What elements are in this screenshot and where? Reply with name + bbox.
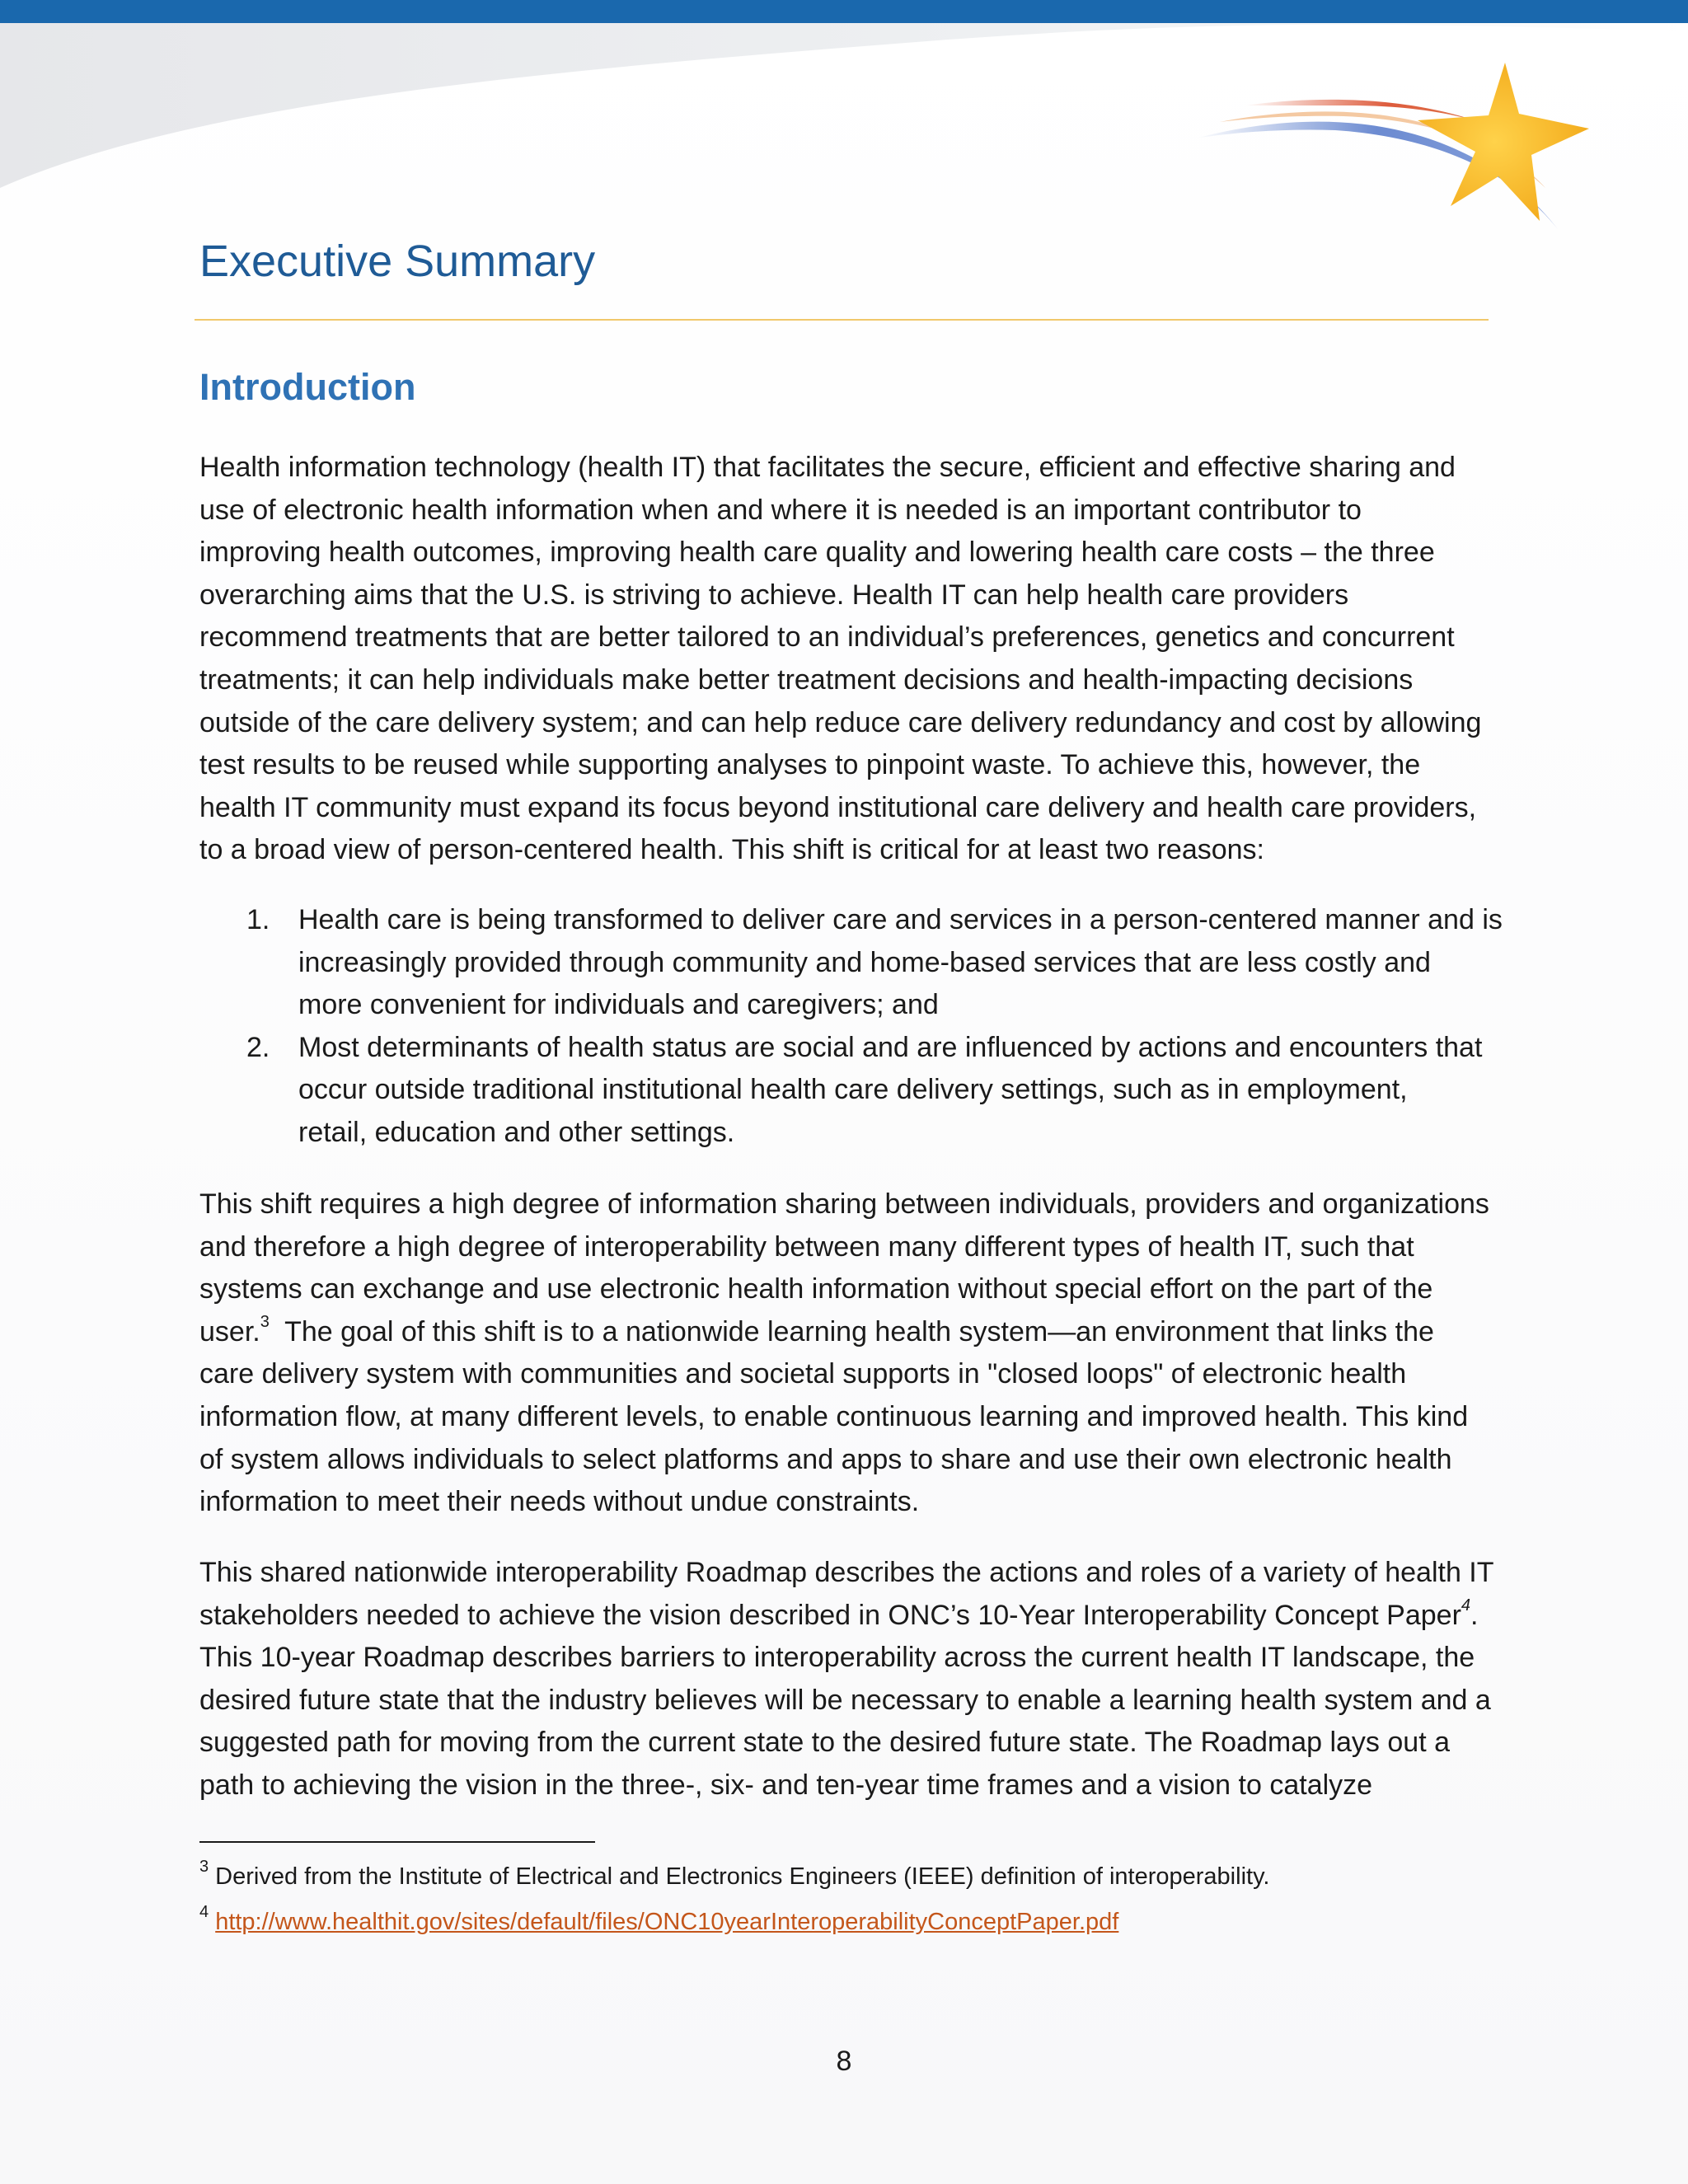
footnote-reference[interactable]: 3 <box>260 1313 270 1332</box>
text-segment: user. <box>199 1315 260 1347</box>
footnote-text: Derived from the Institute of Electrical and Electronics Engineers (IEEE) definition of interoperability. <box>209 1863 1270 1890</box>
footnote-text <box>209 1909 215 1935</box>
text-segment: . <box>1470 1599 1479 1631</box>
text-line: systems can exchange and use electronic health information without special effort on the part of the <box>199 1273 1433 1305</box>
list-item <box>199 899 1503 1027</box>
text-line: outside of the care delivery system; and can help reduce care delivery redundancy and cost by allowing <box>199 706 1482 738</box>
swoosh-shape <box>0 23 1688 188</box>
roadmap-paragraph <box>199 1552 1502 1807</box>
text-line: recommend treatments that are better tailored to an individual’s preferences, genetics and concurrent <box>199 621 1455 654</box>
footnote-reference[interactable]: 4 <box>1461 1596 1471 1615</box>
text-line: information flow, at many different levels, to enable continuous learning and improved health. This kind <box>199 1400 1469 1432</box>
footnote-item <box>199 1900 1269 1945</box>
text-line <box>199 1595 1502 1638</box>
footnotes <box>199 1854 1269 1945</box>
concept-paper-link[interactable]: http://www.healthit.gov/sites/default/files/ONC10yearInteroperabilityConceptPaper.pdf <box>215 1909 1119 1935</box>
reasons-list <box>199 899 1503 1155</box>
page-title: Executive Summary <box>199 237 596 286</box>
footnote-mark: 3 <box>199 1858 209 1877</box>
header-bar <box>0 0 1688 23</box>
list-item <box>199 1027 1503 1155</box>
text-line: Health information technology (health IT) that facilitates the secure, efficient and effective sharing and <box>199 452 1456 483</box>
text-line: Health care is being transformed to deliver care and services in a person-centered manner and is <box>298 904 1503 935</box>
footnote-item <box>199 1854 1269 1900</box>
text-line: health IT community must expand its focus beyond institutional care delivery and health care providers, <box>199 791 1477 823</box>
intro-paragraph <box>199 447 1502 872</box>
text-line: care delivery system with communities and societal supports in "closed loops" of electronic health <box>199 1358 1407 1390</box>
text-segment: The goal of this shift is to a nationwide learning health system—an environment that links the <box>269 1315 1434 1347</box>
text-line: improving health outcomes, improving health care quality and lowering health care costs – the three <box>199 537 1435 569</box>
text-line: This 10-year Roadmap describes barriers to interoperability across the current health IT landscape, the <box>199 1642 1475 1674</box>
text-line: increasingly provided through community and home-based services that are less costly and <box>298 946 1431 978</box>
text-line: path to achieving the vision in the three-, six- and ten-year time frames and a vision to catalyze <box>199 1769 1373 1801</box>
shift-paragraph <box>199 1183 1502 1524</box>
title-divider <box>195 319 1489 321</box>
text-line <box>199 1311 1502 1354</box>
text-line: of system allows individuals to select platforms and apps to share and use their own electronic health <box>199 1443 1452 1475</box>
text-line: occur outside traditional institutional health care delivery settings, such as in employment, <box>298 1074 1408 1106</box>
text-line: retail, education and other settings. <box>298 1116 735 1148</box>
star-shape <box>1418 63 1589 221</box>
text-line: This shift requires a high degree of information sharing between individuals, providers and organizations <box>199 1188 1489 1220</box>
footnote-mark: 4 <box>199 1903 209 1922</box>
section-heading: Introduction <box>199 366 416 408</box>
text-line: suggested path for moving from the current state to the desired future state. The Roadmap lays out a <box>199 1727 1451 1759</box>
text-line: to a broad view of person-centered health. This shift is critical for at least two reasons: <box>199 834 1264 866</box>
text-line: and therefore a high degree of interoperability between many different types of health IT, such that <box>199 1230 1414 1263</box>
list-number: 1. <box>246 904 270 935</box>
text-line: Most determinants of health status are social and are influenced by actions and encounters that <box>298 1031 1483 1063</box>
text-line: desired future state that the industry believes will be necessary to enable a learning health system and a <box>199 1684 1491 1716</box>
text-line: information to meet their needs without undue constraints. <box>199 1486 920 1518</box>
text-line: treatments; it can help individuals make better treatment decisions and health-impacting decisions <box>199 663 1414 696</box>
text-line: more convenient for individuals and caregivers; and <box>298 989 939 1021</box>
text-segment: stakeholders needed to achieve the vision described in ONC’s 10-Year Interoperability Concept Paper <box>199 1599 1461 1631</box>
header-decoration <box>0 23 1688 270</box>
list-number: 2. <box>246 1031 270 1063</box>
text-line: This shared nationwide interoperability Roadmap describes the actions and roles of a variety of health IT <box>199 1557 1494 1588</box>
text-line: test results to be reused while supporting analyses to pinpoint waste. To achieve this, however, the <box>199 749 1421 781</box>
page-number: 8 <box>836 2046 852 2077</box>
footnote-divider <box>199 1841 595 1843</box>
text-line: use of electronic health information when and where it is needed is an important contributor to <box>199 494 1362 526</box>
text-line: overarching aims that the U.S. is striving to achieve. Health IT can help health care providers <box>199 579 1349 611</box>
